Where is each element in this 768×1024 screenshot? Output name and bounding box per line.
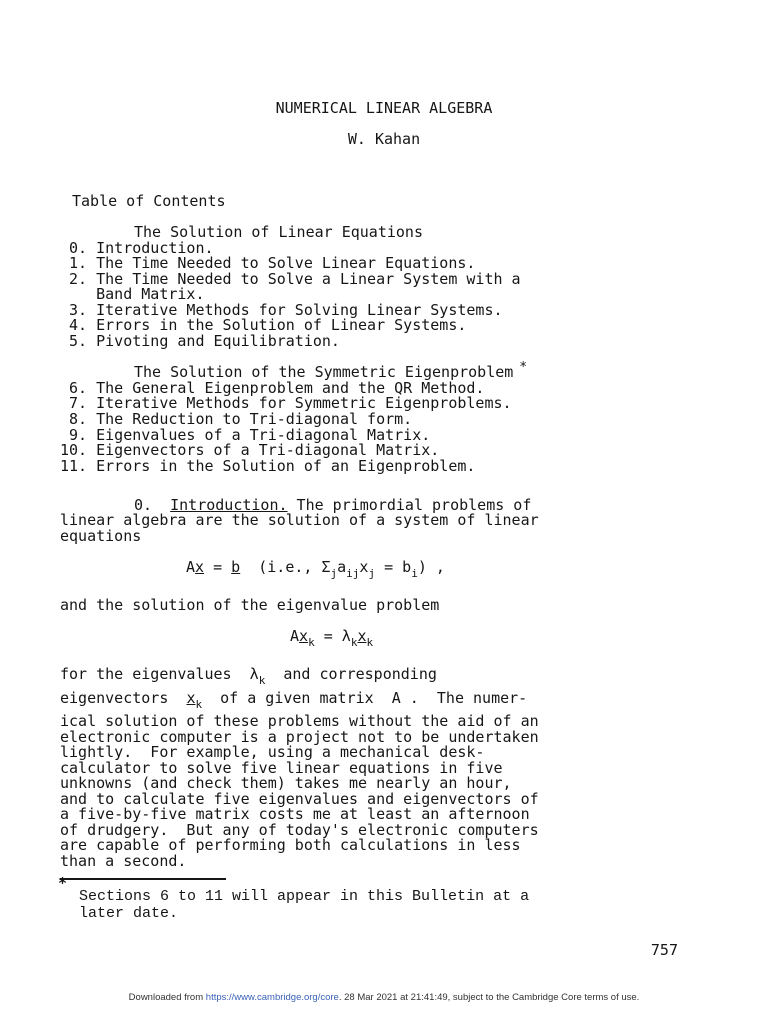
- paper-title: NUMERICAL LINEAR ALGEBRA: [275, 99, 493, 117]
- footnote-line: Sections 6 to 11 will appear in this Bulletin at a: [79, 888, 530, 905]
- toc-item: Band Matrix.: [96, 285, 205, 303]
- body-line: for the eigenvalues $\lambda_k$ and corresponding: [60, 665, 437, 687]
- body-line: than a second.: [60, 852, 187, 870]
- cambridge-core-link[interactable]: https://www.cambridge.org/core: [205, 992, 339, 1003]
- toc-item: 2. The Time Needed to Solve a Linear System with a: [60, 270, 521, 288]
- toc-item: 1. The Time Needed to Solve Linear Equations.: [60, 254, 476, 272]
- footnote-divider: [60, 878, 226, 880]
- footnote-marker: *: [519, 360, 528, 375]
- toc-item: 0. Introduction.: [60, 239, 214, 257]
- paper-author: W. Kahan: [347, 130, 421, 148]
- toc-item: 4. Errors in the Solution of Linear Systems.: [60, 316, 467, 334]
- body-line: lightly. For example, using a mechanical desk-: [60, 743, 485, 761]
- footnote-line: later date.: [79, 905, 179, 922]
- equation-linear-system: Ax = b (i.e., $\Sigma_ja_{ij}x_j = b_i$) ,: [186, 558, 445, 580]
- toc-item: 7. Iterative Methods for Symmetric Eigenproblems.: [60, 394, 512, 412]
- body-line: unknowns (and check them) takes me nearly an hour,: [60, 774, 512, 792]
- body-line: and the solution of the eigenvalue problem: [60, 596, 440, 614]
- toc-part2-title: The Solution of the Symmetric Eigenproblem *: [134, 360, 528, 381]
- body-line: are capable of performing both calculations in less: [60, 836, 521, 854]
- page-number: 757: [650, 941, 678, 959]
- toc-item: 3. Iterative Methods for Solving Linear Systems.: [60, 301, 503, 319]
- body-line: calculator to solve five linear equations in five: [60, 759, 503, 777]
- toc-item: 6. The General Eigenproblem and the QR Method.: [60, 379, 485, 397]
- section-title: Introduction.: [170, 496, 288, 514]
- download-footer: Downloaded from https://www.cambridge.org/core. 28 Mar 2021 at 21:41:49, subject to the Cambridge Core terms of use.: [128, 992, 640, 1003]
- toc-item: 10. Eigenvectors of a Tri-diagonal Matrix.: [60, 441, 440, 459]
- section-heading-line: 0. Introduction. The primordial problems of: [134, 496, 532, 514]
- toc-item: 8. The Reduction to Tri-diagonal form.: [60, 410, 413, 428]
- body-line: of drudgery. But any of today's electronic computers: [60, 821, 539, 839]
- section-number: 0.: [134, 496, 153, 514]
- toc-part1-title: The Solution of Linear Equations: [134, 223, 423, 241]
- equation-eigenproblem: $Ax_k = \lambda_kx_k$: [290, 627, 374, 649]
- body-line: ical solution of these problems without the aid of an: [60, 712, 539, 730]
- body-line: eigenvectors $x_k$ of a given matrix A . The numer-: [60, 689, 528, 711]
- body-line: linear algebra are the solution of a system of linear: [60, 511, 539, 529]
- toc-item: 5. Pivoting and Equilibration.: [60, 332, 340, 350]
- footnote-mark: *: [58, 874, 68, 892]
- body-line: and to calculate five eigenvalues and eigenvectors of: [60, 790, 539, 808]
- toc-heading: Table of Contents: [72, 192, 226, 210]
- body-line: electronic computer is a project not to be undertaken: [60, 728, 539, 746]
- body-line: equations: [60, 527, 142, 545]
- toc-item: 9. Eigenvalues of a Tri-diagonal Matrix.: [60, 426, 431, 444]
- toc-item: 11. Errors in the Solution of an Eigenproblem.: [60, 457, 476, 475]
- body-line: a five-by-five matrix costs me at least an afternoon: [60, 805, 530, 823]
